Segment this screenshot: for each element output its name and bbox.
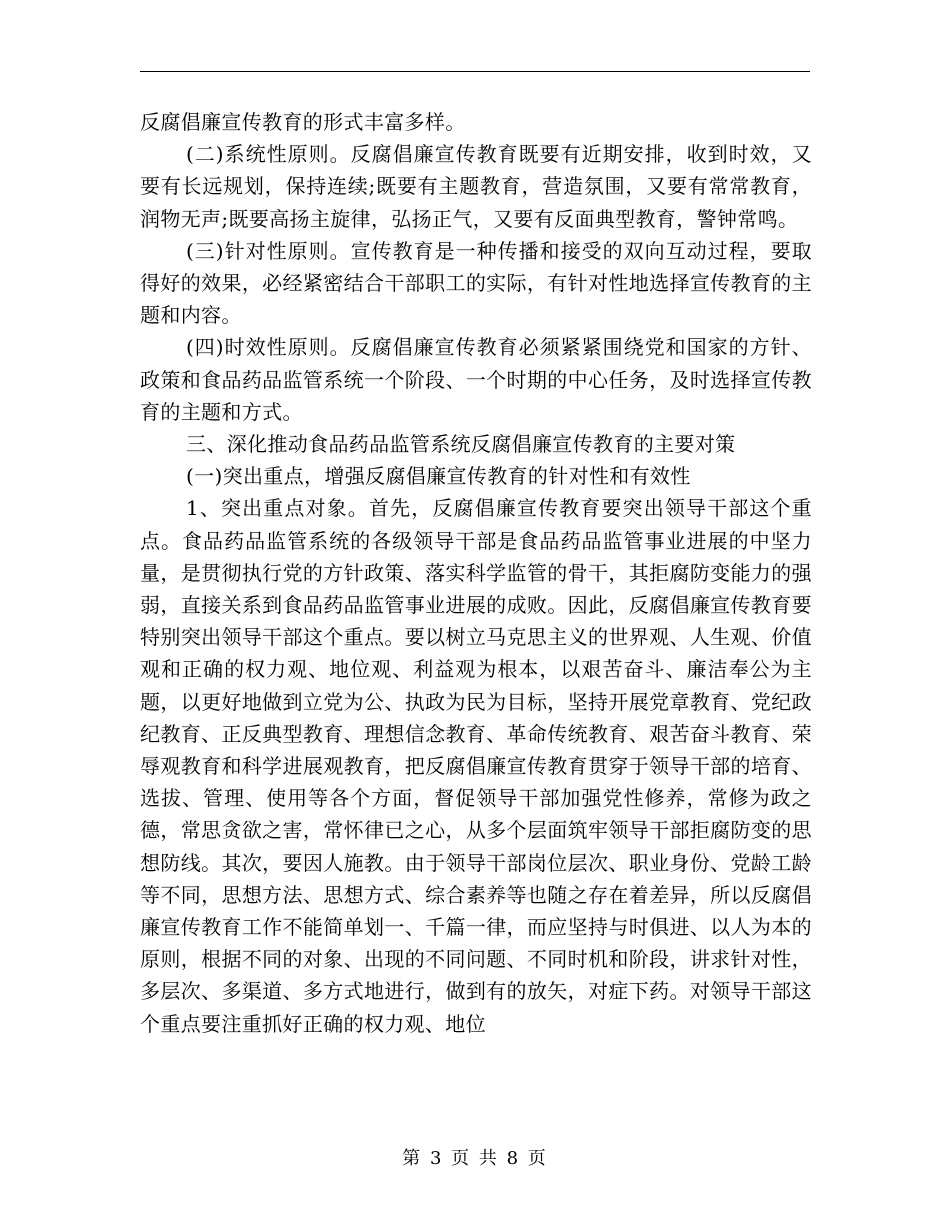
paragraph: 1、突出重点对象。首先，反腐倡廉宣传教育要突出领导干部这个重点。食品药品监管系统的各级领导干部是食品药品监管事业进展的中坚力量，是贯彻执行党的方针政策、落实科学监管的骨干，其拒腐防变能力的强弱，直接关系到食品药品监管事业进展的成败。因此，反腐倡廉宣传教育要特别突出领导干部这个重点。要以树立马克思主义的世界观、人生观、价值观和正确的权力观、地位观、利益观为根本，以艰苦奋斗、廉洁奉公为主题，以更好地做到立党为公、执政为民为目标，坚持开展党章教育、党纪政纪教育、正反典型教育、理想信念教育、革命传统教育、艰苦奋斗教育、荣辱观教育和科学进展观教育，把反腐倡廉宣传教育贯穿于领导干部的培育、选拔、管理、使用等各个方面，督促领导干部加强党性修养，常修为政之德，常思贪欲之害，常怀律已之心，从多个层面筑牢领导干部拒腐防变的思想防线。其次，要因人施教。由于领导干部岗位层次、职业身份、党龄工龄等不同，思想方法、思想方式、综合素养等也随之存在着差异，所以反腐倡廉宣传教育工作不能简单划一、千篇一律，而应坚持与时俱进、以人为本的原则，根据不同的对象、出现的不同问题、不同时机和阶段，讲求针对性，多层次、多渠道、多方式地进行，做到有的放矢，对症下药。对领导干部这个重点要注重抓好正确的权力观、地位 [140, 496, 812, 1036]
page-number: 第 3 页 共 8 页 [402, 1148, 548, 1169]
header-rule [140, 71, 810, 72]
paragraph: (四)时效性原则。反腐倡廉宣传教育必须紧紧围绕党和国家的方针、政策和食品药品监管系统一个阶段、一个时期的中心任务，及时选择宣传教育的主题和方式。 [140, 335, 812, 424]
section-heading: 三、深化推动食品药品监管系统反腐倡廉宣传教育的主要对策 [186, 432, 736, 457]
paragraph: (三)针对性原则。宣传教育是一种传播和接受的双向互动过程，要取得好的效果，必经紧密结合干部职工的实际，有针对性地选择宣传教育的主题和内容。 [140, 238, 812, 328]
document-body [140, 106, 812, 1040]
paragraph: (二)系统性原则。反腐倡廉宣传教育既要有近期安排，收到时效，又要有长远规划，保持连续;既要有主题教育，营造氛围，又要有常常教育，润物无声;既要高扬主旋律，弘扬正气，又要有反面典型教育，警钟常鸣。 [140, 142, 812, 231]
paragraph: 反腐倡廉宣传教育的形式丰富多样。 [140, 110, 466, 134]
subsection-heading: (一)突出重点，增强反腐倡廉宣传教育的针对性和有效性 [186, 464, 691, 489]
